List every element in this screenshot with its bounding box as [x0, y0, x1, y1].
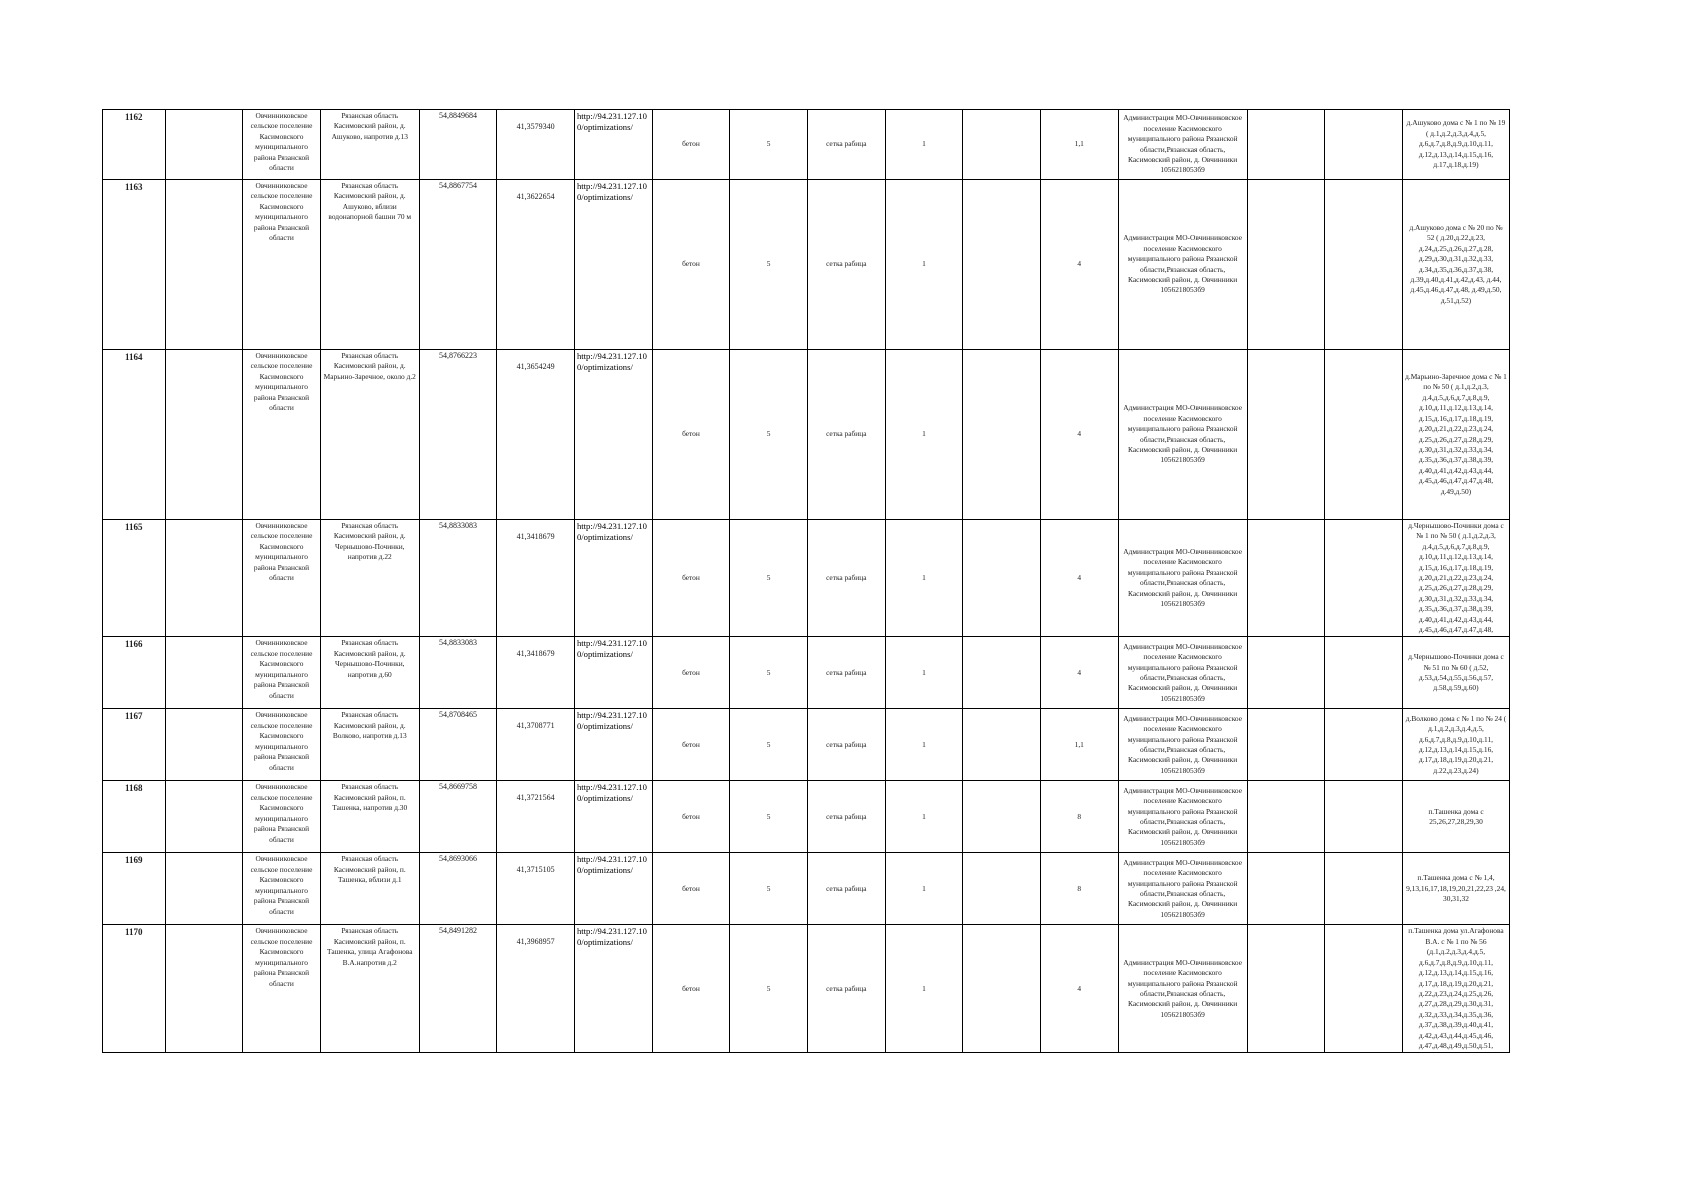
longitude-cell: 41,3654249 — [497, 350, 575, 520]
area-cell: 5 — [730, 180, 808, 350]
owner-cell: Администрация МО-Овчинниковское поселение Касимовского муниципального района Рязанской области,Рязанская область, Касимовский район, д. Овчинники 1056218053б9 — [1118, 350, 1247, 520]
url-cell: http://94.231.127.100/optimizations/ — [574, 781, 652, 853]
surface-cell: бетон — [652, 925, 730, 1053]
address-cell: Рязанская область Касимовский район, д. Ашуково, напротив д.13 — [320, 110, 419, 180]
empty-cell — [1247, 853, 1325, 925]
empty-cell — [1325, 853, 1403, 925]
empty-cell — [1247, 709, 1325, 781]
settlement-cell: Овчинниковское сельское поселение Касимовского муниципального района Рязанской области — [243, 709, 321, 781]
latitude-cell: 54,8833083 — [419, 637, 497, 709]
table-row — [103, 350, 1510, 520]
latitude-cell: 54,8849684 — [419, 110, 497, 180]
url-cell: http://94.231.127.100/optimizations/ — [574, 853, 652, 925]
latitude-cell: 54,8669758 — [419, 781, 497, 853]
served-homes-cell: д.Ашуково дома с № 1 по № 19 ( д.1,д.2,д.3,д.4,д.5, д.6,д.7,д.8,д.9,д.10,д.11, д.12,д.13,д.14,д.15,д.16, д.17,д.18,д.19) — [1402, 110, 1509, 180]
table-row — [103, 781, 1510, 853]
latitude-cell: 54,8491282 — [419, 925, 497, 1053]
empty-cell — [1247, 520, 1325, 637]
row-number: 1165 — [103, 520, 166, 637]
empty-cell — [165, 709, 243, 781]
url-cell: http://94.231.127.100/optimizations/ — [574, 110, 652, 180]
empty-cell — [963, 925, 1041, 1053]
volume-cell: 4 — [1040, 925, 1118, 1053]
settlement-cell: Овчинниковское сельское поселение Касимовского муниципального района Рязанской области — [243, 925, 321, 1053]
settlement-cell: Овчинниковское сельское поселение Касимовского муниципального района Рязанской области — [243, 781, 321, 853]
url-cell: http://94.231.127.100/optimizations/ — [574, 709, 652, 781]
settlement-cell: Овчинниковское сельское поселение Касимовского муниципального района Рязанской области — [243, 180, 321, 350]
containers-cell: 1 — [885, 853, 963, 925]
fence-cell: сетка рабица — [807, 520, 885, 637]
containers-cell: 1 — [885, 637, 963, 709]
empty-cell — [165, 781, 243, 853]
containers-cell: 1 — [885, 925, 963, 1053]
row-number: 1167 — [103, 709, 166, 781]
owner-cell: Администрация МО-Овчинниковское поселение Касимовского муниципального района Рязанской области,Рязанская область, Касимовский район, д. Овчинники 1056218053б9 — [1118, 709, 1247, 781]
surface-cell: бетон — [652, 180, 730, 350]
volume-cell: 1,1 — [1040, 110, 1118, 180]
row-number: 1164 — [103, 350, 166, 520]
empty-cell — [1325, 781, 1403, 853]
containers-cell: 1 — [885, 781, 963, 853]
table-row — [103, 110, 1510, 180]
longitude-cell: 41,3968957 — [497, 925, 575, 1053]
empty-cell — [963, 781, 1041, 853]
empty-cell — [1247, 781, 1325, 853]
empty-cell — [963, 350, 1041, 520]
served-homes-cell: д.Волково дома с № 1 по № 24 ( д.1,д.2,д.3,д.4,д.5, д.6,д.7,д.8,д.9,д.10,д.11, д.12,д.13,д.14,д.15,д.16, д.17,д.18,д.19,д.20,д.21, д.22,д.23,д.24) — [1402, 709, 1509, 781]
surface-cell: бетон — [652, 110, 730, 180]
url-cell: http://94.231.127.100/optimizations/ — [574, 180, 652, 350]
longitude-cell: 41,3418679 — [497, 637, 575, 709]
empty-cell — [165, 853, 243, 925]
containers-cell: 1 — [885, 520, 963, 637]
longitude-cell: 41,3418679 — [497, 520, 575, 637]
settlement-cell: Овчинниковское сельское поселение Касимовского муниципального района Рязанской области — [243, 520, 321, 637]
address-cell: Рязанская область Касимовский район, д. Марьино-Заречное, около д.2 — [320, 350, 419, 520]
fence-cell: сетка рабица — [807, 781, 885, 853]
table-row — [103, 520, 1510, 637]
served-homes-cell: д.Чернышово-Починки дома с № 51 по № 60 ( д.52, д.53,д.54,д.55,д.56,д.57, д.58,д.59,д.60) — [1402, 637, 1509, 709]
empty-cell — [1325, 925, 1403, 1053]
empty-cell — [1325, 709, 1403, 781]
containers-cell: 1 — [885, 180, 963, 350]
served-homes-cell: д.Ашуково дома с № 20 по № 52 ( д.20,д.22,д.23, д.24,д.25,д.26,д.27,д.28, д.29,д.30,д.31,д.32,д.33, д.34,д.35,д.36,д.37,д.38, д.39,д.40,д.41,д.42,д.43, д.44, д.45,д.46,д.47,д.48, д.49,д.50, д.51,д.52) — [1402, 180, 1509, 350]
owner-cell: Администрация МО-Овчинниковское поселение Касимовского муниципального района Рязанской области,Рязанская область, Касимовский район, д. Овчинники 1056218053б9 — [1118, 180, 1247, 350]
table-row — [103, 853, 1510, 925]
table-row — [103, 709, 1510, 781]
longitude-cell: 41,3579340 — [497, 110, 575, 180]
containers-cell: 1 — [885, 709, 963, 781]
empty-cell — [1247, 925, 1325, 1053]
url-cell: http://94.231.127.100/optimizations/ — [574, 520, 652, 637]
empty-cell — [1325, 637, 1403, 709]
surface-cell: бетон — [652, 350, 730, 520]
served-homes-cell: д.Марьино-Заречное дома с № 1 по № 50 ( д.1,д.2,д.3, д.4,д.5,д.6,д.7,д.8,д.9, д.10,д.11,д.12,д.13,д.14, д.15,д.16,д.17,д.18,д.19, д.20,д.21,д.22,д.23,д.24, д.25,д.26,д.27,д.28,д.29, д.30,д.31,д.32,д.33,д.34, д.35,д.36,д.37,д.38,д.39, д.40,д.41,д.42,д.43,д.44, д.45,д.46,д.47,д.47,д.48, д.49,д.50) — [1402, 350, 1509, 520]
area-cell: 5 — [730, 520, 808, 637]
settlement-cell: Овчинниковское сельское поселение Касимовского муниципального района Рязанской области — [243, 853, 321, 925]
volume-cell: 8 — [1040, 781, 1118, 853]
surface-cell: бетон — [652, 709, 730, 781]
url-cell: http://94.231.127.100/optimizations/ — [574, 925, 652, 1053]
volume-cell: 8 — [1040, 853, 1118, 925]
longitude-cell: 41,3715105 — [497, 853, 575, 925]
empty-cell — [963, 110, 1041, 180]
fence-cell: сетка рабица — [807, 110, 885, 180]
area-cell: 5 — [730, 110, 808, 180]
address-cell: Рязанская область Касимовский район, д. Чернышово-Починки, напротив д.22 — [320, 520, 419, 637]
containers-cell: 1 — [885, 350, 963, 520]
served-homes-cell: п.Ташенка дома с № 1,4, 9,13,16,17,18,19,20,21,22,23 ,24, 30,31,32 — [1402, 853, 1509, 925]
empty-cell — [1247, 350, 1325, 520]
settlement-cell: Овчинниковское сельское поселение Касимовского муниципального района Рязанской области — [243, 637, 321, 709]
fence-cell: сетка рабица — [807, 637, 885, 709]
empty-cell — [1247, 180, 1325, 350]
empty-cell — [165, 520, 243, 637]
latitude-cell: 54,8867754 — [419, 180, 497, 350]
url-cell: http://94.231.127.100/optimizations/ — [574, 350, 652, 520]
empty-cell — [963, 180, 1041, 350]
owner-cell: Администрация МО-Овчинниковское поселение Касимовского муниципального района Рязанской области,Рязанская область, Касимовский район, д. Овчинники 1056218053б9 — [1118, 781, 1247, 853]
longitude-cell: 41,3721564 — [497, 781, 575, 853]
table-row — [103, 637, 1510, 709]
table-row — [103, 925, 1510, 1053]
fence-cell: сетка рабица — [807, 709, 885, 781]
row-number: 1168 — [103, 781, 166, 853]
row-number: 1163 — [103, 180, 166, 350]
empty-cell — [963, 520, 1041, 637]
address-cell: Рязанская область Касимовский район, п. Ташенка, вблизи д.1 — [320, 853, 419, 925]
row-number: 1162 — [103, 110, 166, 180]
empty-cell — [1325, 110, 1403, 180]
address-cell: Рязанская область Касимовский район, д. Волково, напротив д.13 — [320, 709, 419, 781]
served-homes-cell: п.Ташенка дома ул.Агафонова В.А. с № 1 по № 56 (д.1,д.2,д.3,д.4,д.5, д.6,д.7,д.8,д.9,д.10,д.11, д.12,д.13,д.14,д.15,д.16, д.17,д.18,д.19,д.20,д.21, д.22,д.23,д.24,д.25,д.26, д.27,д.28,д.29,д.30,д.31, д.32,д.33,д.34,д.35,д.36, д.37,д.38,д.39,д.40,д.41, д.42,д.43,д.44,д.45,д.46, д.47,д.48,д.49,д.50,д.51, — [1402, 925, 1509, 1053]
empty-cell — [1325, 180, 1403, 350]
empty-cell — [165, 350, 243, 520]
address-cell: Рязанская область Касимовский район, д. Ашуково, вблизи водонапорной башни 70 м — [320, 180, 419, 350]
area-cell: 5 — [730, 781, 808, 853]
latitude-cell: 54,8833083 — [419, 520, 497, 637]
owner-cell: Администрация МО-Овчинниковское поселение Касимовского муниципального района Рязанской области,Рязанская область, Касимовский район, д. Овчинники 1056218053б9 — [1118, 520, 1247, 637]
empty-cell — [165, 637, 243, 709]
address-cell: Рязанская область Касимовский район, д. Чернышово-Починки, напротив д.60 — [320, 637, 419, 709]
fence-cell: сетка рабица — [807, 925, 885, 1053]
empty-cell — [165, 180, 243, 350]
volume-cell: 4 — [1040, 637, 1118, 709]
area-cell: 5 — [730, 853, 808, 925]
empty-cell — [963, 853, 1041, 925]
area-cell: 5 — [730, 709, 808, 781]
row-number: 1170 — [103, 925, 166, 1053]
settlement-cell: Овчинниковское сельское поселение Касимовского муниципального района Рязанской области — [243, 110, 321, 180]
empty-cell — [963, 709, 1041, 781]
area-cell: 5 — [730, 350, 808, 520]
fence-cell: сетка рабица — [807, 853, 885, 925]
owner-cell: Администрация МО-Овчинниковское поселение Касимовского муниципального района Рязанской области,Рязанская область, Касимовский район, д. Овчинники 1056218053б9 — [1118, 925, 1247, 1053]
address-cell: Рязанская область Касимовский район, п. Ташенка, напротив д.30 — [320, 781, 419, 853]
volume-cell: 4 — [1040, 180, 1118, 350]
latitude-cell: 54,8693066 — [419, 853, 497, 925]
empty-cell — [1247, 110, 1325, 180]
owner-cell: Администрация МО-Овчинниковское поселение Касимовского муниципального района Рязанской области,Рязанская область, Касимовский район, д. Овчинники 1056218053б9 — [1118, 853, 1247, 925]
volume-cell: 4 — [1040, 520, 1118, 637]
area-cell: 5 — [730, 637, 808, 709]
address-cell: Рязанская область Касимовский район, п. Ташенка, улица Агафонова В.А.напротив д.2 — [320, 925, 419, 1053]
longitude-cell: 41,3622654 — [497, 180, 575, 350]
row-number: 1169 — [103, 853, 166, 925]
empty-cell — [963, 637, 1041, 709]
area-cell: 5 — [730, 925, 808, 1053]
url-cell: http://94.231.127.100/optimizations/ — [574, 637, 652, 709]
volume-cell: 4 — [1040, 350, 1118, 520]
latitude-cell: 54,8708465 — [419, 709, 497, 781]
served-homes-cell: д.Чернышово-Починки дома с № 1 по № 50 ( д.1,д.2,д.3, д.4,д.5,д.6,д.7,д.8,д.9, д.10,д.11,д.12,д.13,д.14, д.15,д.16,д.17,д.18,д.19, д.20,д.21,д.22,д.23,д.24, д.25,д.26,д.27,д.28,д.29, д.30,д.31,д.32,д.33,д.34, д.35,д.36,д.37,д.38,д.39, д.40,д.41,д.42,д.43,д.44, д.45,д.46,д.47,д.47,д.48, — [1402, 520, 1509, 637]
empty-cell — [165, 925, 243, 1053]
served-homes-cell: п.Ташенка дома с 25,26,27,28,29,30 — [1402, 781, 1509, 853]
table-row — [103, 180, 1510, 350]
fence-cell: сетка рабица — [807, 180, 885, 350]
surface-cell: бетон — [652, 520, 730, 637]
empty-cell — [165, 110, 243, 180]
fence-cell: сетка рабица — [807, 350, 885, 520]
waste-sites-table — [102, 109, 1510, 1053]
surface-cell: бетон — [652, 781, 730, 853]
settlement-cell: Овчинниковское сельское поселение Касимовского муниципального района Рязанской области — [243, 350, 321, 520]
empty-cell — [1247, 637, 1325, 709]
volume-cell: 1,1 — [1040, 709, 1118, 781]
surface-cell: бетон — [652, 637, 730, 709]
latitude-cell: 54,8766223 — [419, 350, 497, 520]
surface-cell: бетон — [652, 853, 730, 925]
empty-cell — [1325, 520, 1403, 637]
longitude-cell: 41,3708771 — [497, 709, 575, 781]
owner-cell: Администрация МО-Овчинниковское поселение Касимовского муниципального района Рязанской области,Рязанская область, Касимовский район, д. Овчинники 1056218053б9 — [1118, 637, 1247, 709]
containers-cell: 1 — [885, 110, 963, 180]
empty-cell — [1325, 350, 1403, 520]
row-number: 1166 — [103, 637, 166, 709]
owner-cell: Администрация МО-Овчинниковское поселение Касимовского муниципального района Рязанской области,Рязанская область, Касимовский район, д. Овчинники 1056218053б9 — [1118, 110, 1247, 180]
